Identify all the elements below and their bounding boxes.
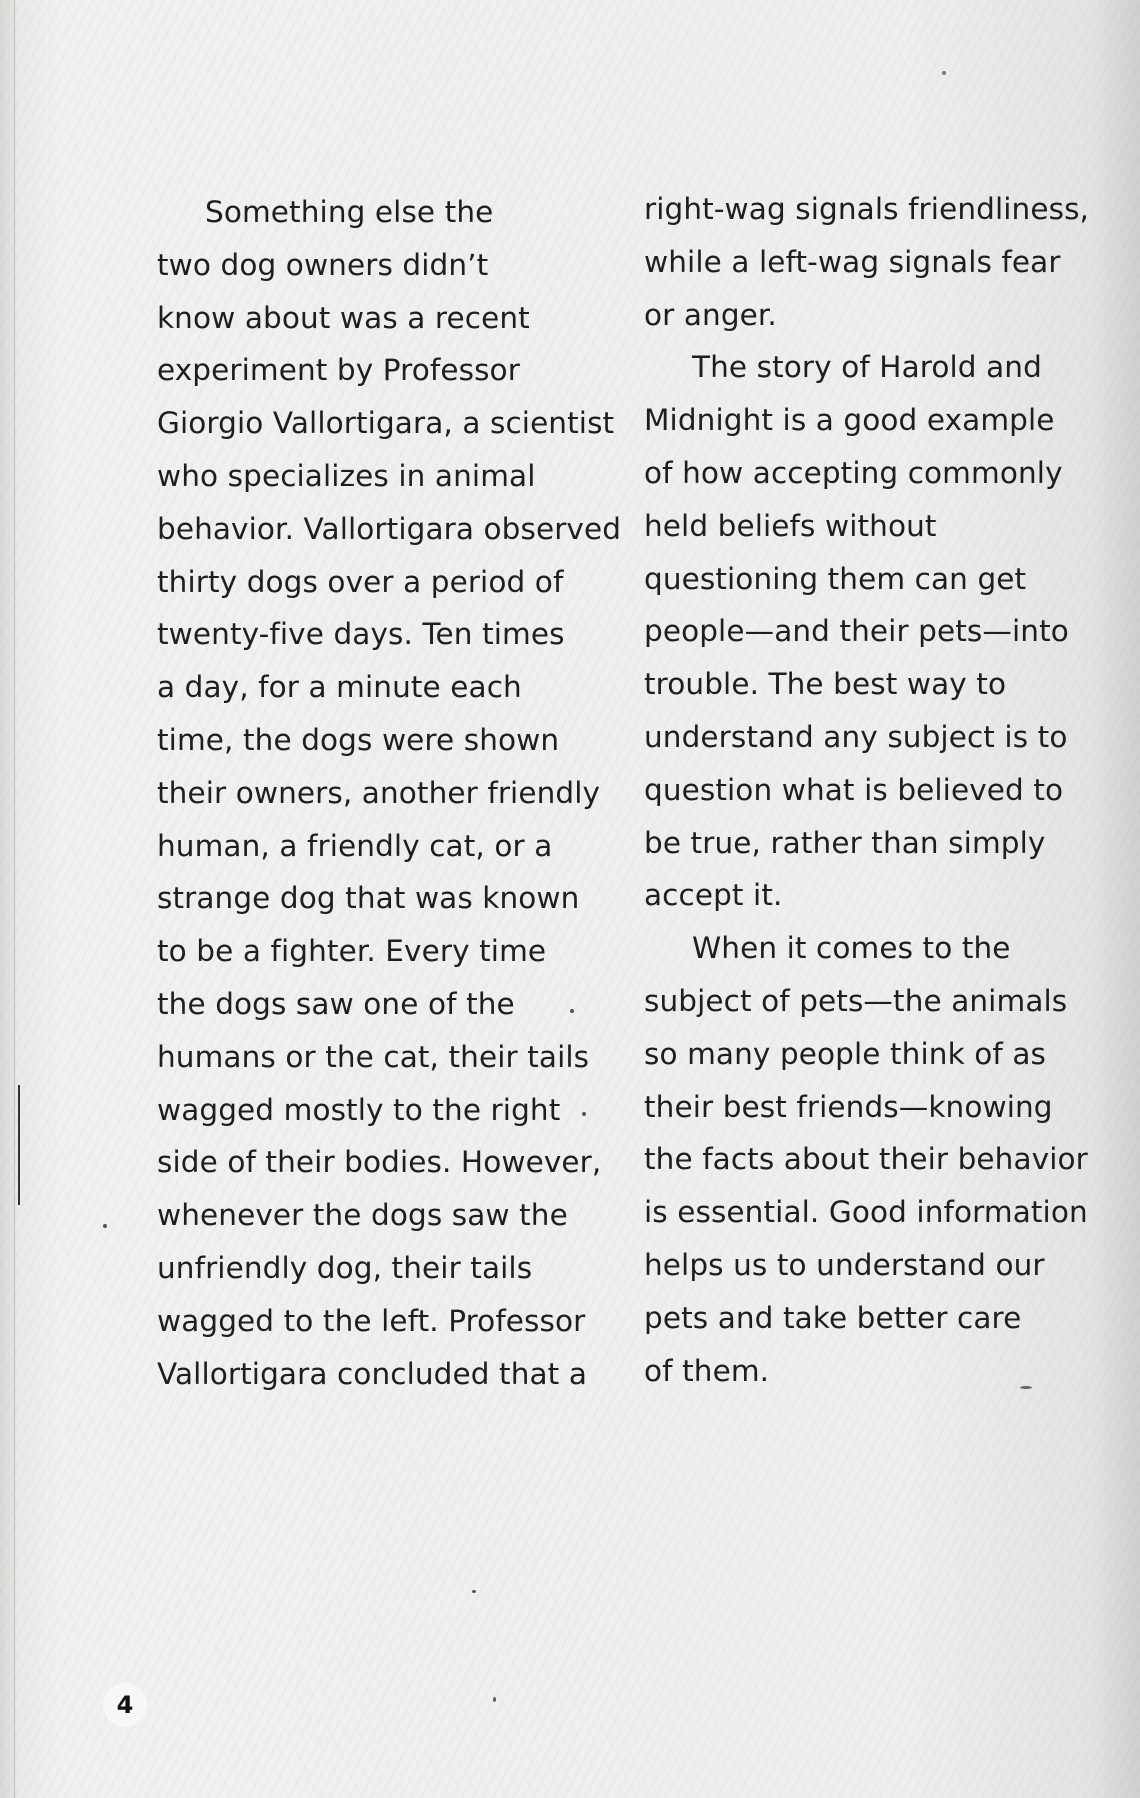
text-line: wagged to the left. Professor: [157, 1303, 586, 1338]
text-line: be true, rather than simply: [644, 825, 1046, 860]
text-line: to be a fighter. Every time: [157, 934, 547, 969]
text-line: thirty dogs over a period of: [157, 564, 564, 599]
paper-speck: [1020, 1386, 1032, 1389]
text-line: twenty-five days. Ten times: [157, 617, 565, 652]
paper-speck: [493, 1697, 496, 1702]
page-spine-shadow: [14, 0, 15, 1798]
page-number: 4: [116, 1691, 134, 1719]
text-line: strange dog that was known: [157, 881, 580, 916]
text-line: Vallortigara concluded that a: [157, 1356, 588, 1391]
text-line: a day, for a minute each: [157, 670, 522, 705]
text-line: people—and their pets—into: [644, 614, 1069, 649]
text-line: right-wag signals friendliness,: [644, 192, 1090, 226]
text-line: human, a friendly cat, or a: [157, 828, 553, 863]
text-line: subject of pets—the animals: [644, 983, 1068, 1018]
text-line: who specializes in animal: [157, 458, 536, 493]
text-line: question what is believed to: [644, 772, 1064, 807]
text-line: Midnight is a good example: [644, 403, 1055, 438]
text-line: two dog owners didn’t: [157, 247, 489, 282]
page-edge-mark: [18, 1085, 20, 1205]
text-line: questioning them can get: [644, 561, 1027, 596]
text-line: Something else the: [205, 195, 494, 229]
text-line: time, the dogs were shown: [157, 722, 560, 757]
paper-speck: [942, 71, 946, 75]
text-line: is essential. Good information: [644, 1195, 1088, 1230]
text-line: while a left-wag signals fear: [644, 244, 1061, 279]
text-line: or anger.: [644, 297, 777, 332]
text-line: know about was a recent: [157, 300, 530, 335]
page-number-badge: [103, 1683, 147, 1727]
text-line: trouble. The best way to: [644, 667, 1007, 702]
text-line: accept it.: [644, 878, 783, 913]
text-line: Giorgio Vallortigara, a scientist: [157, 406, 615, 441]
text-line: When it comes to the: [692, 931, 1011, 966]
text-line: understand any subject is to: [644, 719, 1068, 754]
text-line: their best friends—knowing: [644, 1089, 1053, 1124]
text-line: their owners, another friendly: [157, 775, 601, 810]
text-line: the dogs saw one of the: [157, 986, 515, 1021]
text-line: so many people think of as: [644, 1036, 1046, 1071]
paper-speck: [103, 1224, 107, 1228]
text-line: of them.: [644, 1353, 770, 1388]
right-text-column: [644, 183, 1114, 1397]
text-line: pets and take better care: [644, 1300, 1022, 1335]
text-line: whenever the dogs saw the: [157, 1198, 568, 1233]
text-line: experiment by Professor: [157, 353, 520, 388]
text-line: side of their bodies. However,: [157, 1145, 602, 1180]
paper-speck: [472, 1590, 476, 1593]
paper-speck: [570, 1009, 574, 1013]
text-line: behavior. Vallortigara observed: [157, 511, 622, 546]
text-line: held beliefs without: [644, 508, 937, 543]
text-line: wagged mostly to the right: [157, 1092, 561, 1127]
text-line: The story of Harold and: [692, 350, 1042, 385]
paper-speck: [582, 1112, 586, 1116]
text-line: humans or the cat, their tails: [157, 1039, 590, 1074]
text-line: helps us to understand our: [644, 1247, 1045, 1282]
text-line: the facts about their behavior: [644, 1142, 1088, 1177]
text-line: unfriendly dog, their tails: [157, 1250, 533, 1285]
text-line: of how accepting commonly: [644, 455, 1063, 490]
left-text-column: [157, 186, 622, 1400]
